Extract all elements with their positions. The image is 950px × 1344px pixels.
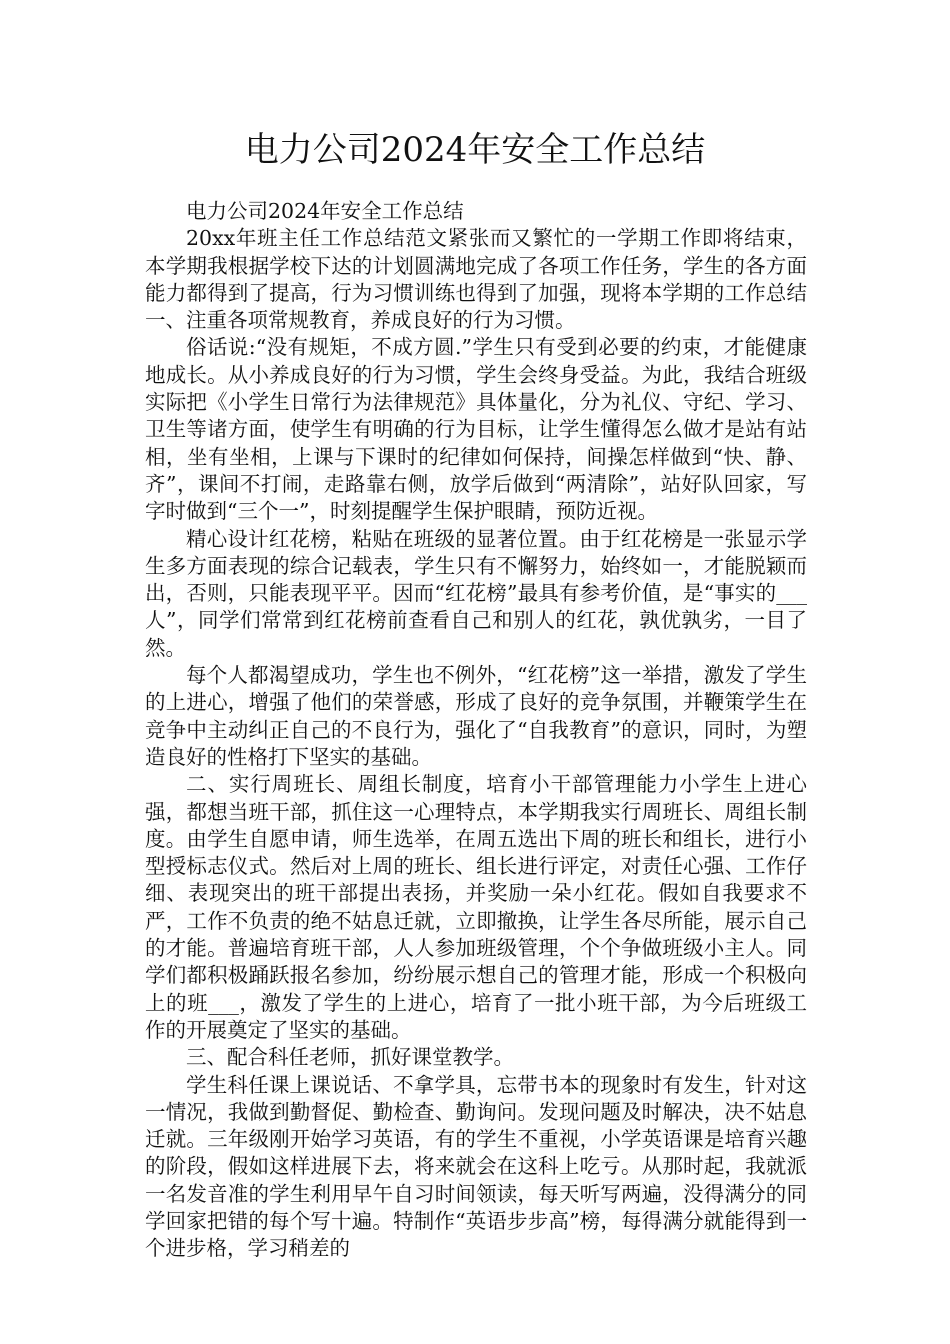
paragraph-subtitle: 电力公司2024年安全工作总结 bbox=[186, 199, 464, 223]
paragraph-section-three-body: 学生科任课上课说话、不拿学具，忘带书本的现象时有发生，针对这一情况，我做到勤督促、勤检查、勤询问。发现问题及时解决，决不姑息迁就。三年级刚开始学习英语，有的学生不重视，小学英语课是培育兴趣的阶段，假如这样进展下去，将来就会在这科上吃亏。从那时起，我就派一名发音准的学生利用早午自习时间领读，每天听写两遍，没得满分的同学回家把错的每个写十遍。特制作“英语步步高”榜，每得满分就能得到一个进步格，学习稍差的 bbox=[145, 1072, 807, 1261]
paragraph-rules: 俗话说:“没有规矩，不成方圆.”学生只有受到必要的约束，才能健康地成长。从小养成良好的行为习惯，学生会终身受益。为此，我结合班级实际把《小学生日常行为法律规范》具体量化，分为礼仪、守纪、学习、卫生等诸方面，使学生有明确的行为目标，让学生懂得怎么做才是站有站相，坐有坐相，上课与下课时的纪律如何保持，间操怎样做到“快、静、齐”，课间不打闹，走路靠右侧，放学后做到“两清除”，站好队回家，写字时做到“三个一”，时刻提醒学生保护眼睛，预防近视。 bbox=[145, 335, 807, 524]
document-title: 电力公司2024年安全工作总结 bbox=[244, 130, 706, 170]
document-body bbox=[145, 198, 807, 1263]
paragraph-section-two: 二、实行周班长、周组长制度，培育小干部管理能力小学生上进心强，都想当班干部，抓住这一心理特点，本学期我实行周班长、周组长制度。由学生自愿申请，师生选举，在周五选出下周的班长和组长，进行小型授标志仪式。然后对上周的班长、组长进行评定，对责任心强、工作仔细、表现突出的班干部提出表扬，并奖励一朵小红花。假如自我要求不严，工作不负责的绝不姑息迁就，立即撤换，让学生各尽所能，展示自己的才能。普遍培育班干部，人人参加班级管理，个个争做班级小主人。同学们都积极踊跃报名参加，纷纷展示想自己的管理才能，形成一个积极向上的班___，激发了学生的上进心，培育了一批小班干部，为今后班级工作的开展奠定了坚实的基础。 bbox=[145, 772, 807, 1042]
paragraph-red-flower-board: 精心设计红花榜，粘贴在班级的显著位置。由于红花榜是一张显示学生多方面表现的综合记载表，学生只有不懈努力，始终如一，才能脱颖而出，否则，只能表现平平。因而“红花榜”最具有参考价值，是“事实的___人”，同学们常常到红花榜前查看自己和别人的红花，孰优孰劣，一目了然。 bbox=[145, 526, 807, 660]
paragraph-section-three-heading: 三、配合科任老师，抓好课堂教学。 bbox=[186, 1045, 514, 1070]
paragraph-intro: 20xx年班主任工作总结范文紧张而又繁忙的一学期工作即将结束，本学期我根据学校下达的计划圆满地完成了各项工作任务，学生的各方面能力都得到了提高，行为习惯训练也得到了加强，现将本学期的工作总结一、注重各项常规教育，养成良好的行为习惯。 bbox=[145, 226, 807, 333]
paragraph-success: 每个人都渴望成功，学生也不例外，“红花榜”这一举措，激发了学生的上进心，增强了他们的荣誉感，形成了良好的竞争氛围，并鞭策学生在竞争中主动纠正自己的不良行为，强化了“自我教育”的意识，同时，为塑造良好的性格打下坚实的基础。 bbox=[145, 663, 807, 769]
